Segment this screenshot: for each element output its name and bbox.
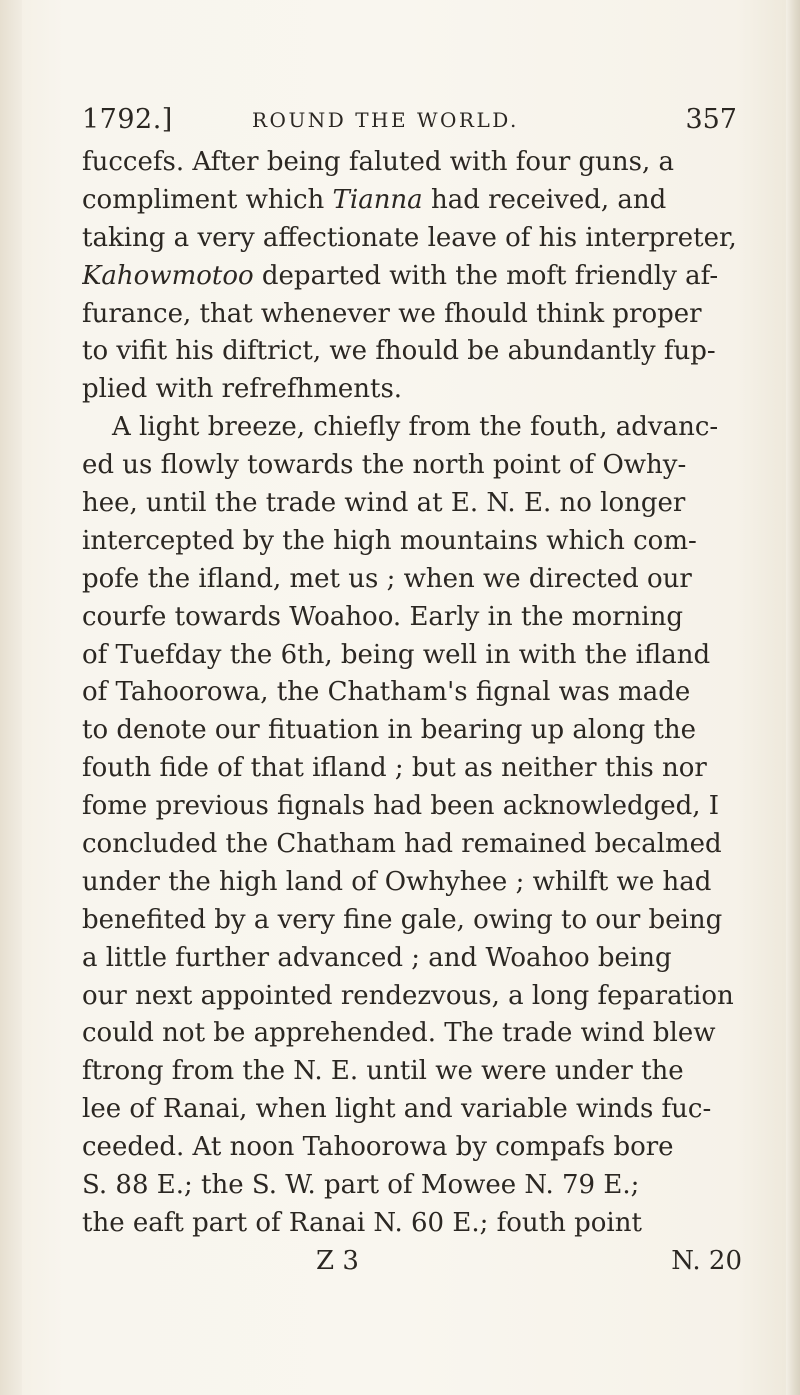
text-line: fome previous fignals had been acknowledged, I: [82, 791, 720, 822]
text-span: compliment which: [82, 184, 333, 215]
text-line: ceeded. At noon Tahoorowa by compafs bore: [82, 1132, 674, 1163]
text-line: under the high land of Owhyhee ; whilft we had: [82, 866, 712, 897]
running-head-year: 1792.]: [82, 104, 173, 135]
body-text: [82, 144, 742, 1281]
text-line: benefited by a very fine gale, owing to our being: [82, 904, 723, 935]
text-line: to vifit his diftrict, we fhould be abundantly fup-: [82, 336, 716, 367]
text-line: to denote our fituation in bearing up along the: [82, 715, 697, 746]
text-line: concluded the Chatham had remained becalmed: [82, 829, 722, 860]
text-line: the eaft part of Ranai N. 60 E.; fouth point: [82, 1207, 642, 1238]
text-line: pofe the ifland, met us ; when we directed our: [82, 563, 692, 594]
text-line: of Tahoorowa, the Chatham's fignal was made: [82, 677, 691, 708]
text-line: our next appointed rendezvous, a long feparation: [82, 980, 734, 1011]
text-line: S. 88 E.; the S. W. part of Mowee N. 79 E.;: [82, 1170, 640, 1201]
text-line: a little further advanced ; and Woahoo being: [82, 942, 672, 973]
text-line: taking a very affectionate leave of his interpreter,: [82, 222, 737, 253]
text-line: could not be apprehended. The trade wind blew: [82, 1018, 716, 1049]
running-head-title: ROUND THE WORLD.: [252, 108, 519, 132]
page-gutter: [0, 0, 22, 1395]
text-line: [82, 258, 742, 296]
text-line: [82, 182, 742, 220]
text-line: lee of Ranai, when light and variable winds fuc-: [82, 1094, 712, 1125]
catchword: N. 20: [671, 1245, 742, 1276]
page-number: 357: [685, 104, 737, 135]
text-line: fouth fide of that ifland ; but as neither this nor: [82, 753, 707, 784]
text-line: courfe towards Woahoo. Early in the morning: [82, 601, 683, 632]
person-name: Kahowmotoo: [82, 260, 254, 291]
text-line: intercepted by the high mountains which com-: [82, 525, 697, 556]
text-span: departed with the moft friendly af-: [253, 260, 719, 291]
text-line: of Tuefday the 6th, being well in with the ifland: [82, 639, 711, 670]
text-line: hee, until the trade wind at E. N. E. no longer: [82, 488, 686, 519]
paragraph-start-line: A light breeze, chiefly from the fouth, advanc-: [112, 412, 719, 443]
page-edge: [786, 0, 800, 1395]
running-head: [82, 100, 737, 140]
person-name: Tianna: [332, 184, 423, 215]
text-line: ed us flowly towards the north point of Owhy-: [82, 450, 687, 481]
text-span: had received, and: [422, 184, 667, 215]
text-line: ftrong from the N. E. until we were under the: [82, 1056, 684, 1087]
text-line: plied with refrefhments.: [82, 374, 403, 405]
text-line: furance, that whenever we fhould think proper: [82, 298, 702, 329]
signature-mark: Z 3: [316, 1245, 359, 1276]
text-line: fuccefs. After being faluted with four guns, a: [82, 147, 675, 177]
page-footer: [82, 1243, 742, 1281]
